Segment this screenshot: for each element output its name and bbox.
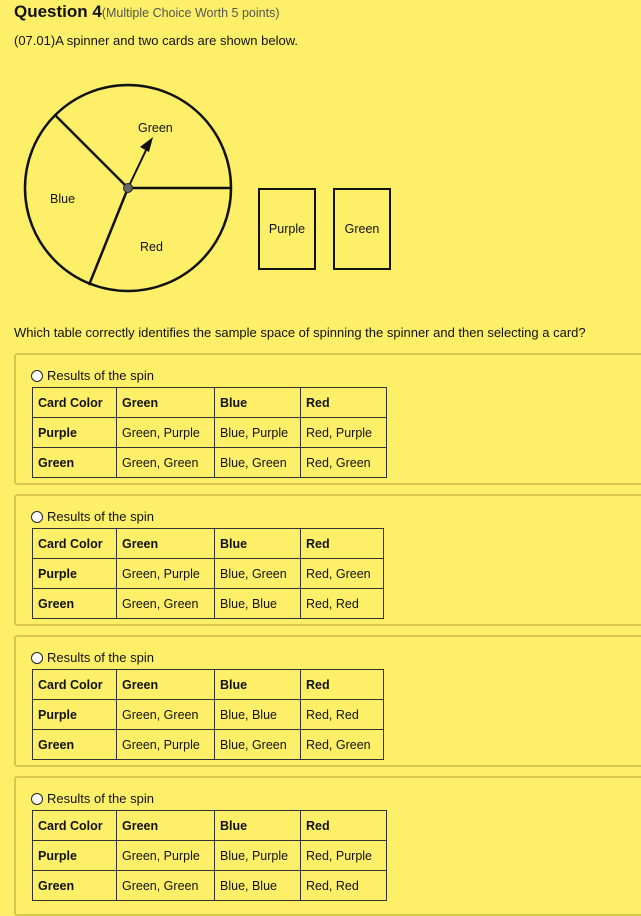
table-row <box>33 700 384 730</box>
question-text: Which table correctly identifies the sample space of spinning the spinner and then selecting a card? <box>14 325 586 340</box>
table-header-row <box>33 388 387 418</box>
answer-option-3[interactable] <box>14 635 641 767</box>
sample-space-table <box>32 387 387 478</box>
table-cell: Blue, Purple <box>215 418 301 448</box>
table-cell: Green <box>33 589 117 619</box>
sample-space-table <box>32 810 387 901</box>
spinner-diagram <box>0 80 260 300</box>
table-header-cell: Red <box>301 811 387 841</box>
table-header-cell: Blue <box>215 529 301 559</box>
answer-option-4[interactable] <box>14 776 641 916</box>
table-cell: Red, Green <box>301 448 387 478</box>
table-cell: Purple <box>33 559 117 589</box>
answer-option-1[interactable] <box>14 353 641 485</box>
table-header-cell: Blue <box>215 811 301 841</box>
radio-button[interactable] <box>31 370 43 382</box>
table-cell: Blue, Green <box>215 448 301 478</box>
table-cell: Red, Red <box>301 589 384 619</box>
spinner-divider <box>55 115 128 188</box>
table-cell: Green, Green <box>117 700 215 730</box>
table-header-cell: Card Color <box>33 529 117 559</box>
table-header-cell: Green <box>117 670 215 700</box>
option-label: Results of the spin <box>47 791 154 806</box>
table-header-cell: Blue <box>215 388 301 418</box>
table-cell: Blue, Blue <box>215 871 301 901</box>
spinner-arrowhead <box>140 137 153 152</box>
card-green: Green <box>333 188 391 270</box>
table-header-cell: Green <box>117 529 215 559</box>
table-row <box>33 871 387 901</box>
table-cell: Green, Purple <box>117 730 215 760</box>
radio-button[interactable] <box>31 652 43 664</box>
table-cell: Purple <box>33 700 117 730</box>
question-points: (Multiple Choice Worth 5 points) <box>101 6 280 20</box>
sample-space-table <box>32 669 384 760</box>
spinner-arrow <box>128 146 148 188</box>
option-header <box>31 368 154 383</box>
table-cell: Green, Green <box>117 589 215 619</box>
table-row <box>33 448 387 478</box>
option-header <box>31 509 154 524</box>
option-header <box>31 650 154 665</box>
table-row <box>33 841 387 871</box>
table-cell: Blue, Green <box>215 730 301 760</box>
table-cell: Green <box>33 871 117 901</box>
table-row <box>33 589 384 619</box>
table-header-row <box>33 670 384 700</box>
table-cell: Blue, Purple <box>215 841 301 871</box>
spinner-label-red: Red <box>140 240 163 254</box>
table-header-row <box>33 529 384 559</box>
option-header <box>31 791 154 806</box>
table-header-cell: Card Color <box>33 388 117 418</box>
option-label: Results of the spin <box>47 650 154 665</box>
table-cell: Purple <box>33 418 117 448</box>
table-cell: Green <box>33 448 117 478</box>
radio-button[interactable] <box>31 511 43 523</box>
table-header-cell: Green <box>117 811 215 841</box>
table-header-cell: Card Color <box>33 670 117 700</box>
sample-space-table <box>32 528 384 619</box>
table-row <box>33 730 384 760</box>
option-label: Results of the spin <box>47 368 154 383</box>
table-cell: Red, Red <box>301 700 384 730</box>
table-header-row <box>33 811 387 841</box>
table-cell: Blue, Green <box>215 559 301 589</box>
answer-option-2[interactable] <box>14 494 641 626</box>
table-header-cell: Blue <box>215 670 301 700</box>
table-cell: Red, Purple <box>301 841 387 871</box>
option-label: Results of the spin <box>47 509 154 524</box>
table-cell: Green, Green <box>117 871 215 901</box>
table-cell: Red, Red <box>301 871 387 901</box>
question-header <box>14 2 279 22</box>
table-row <box>33 559 384 589</box>
table-cell: Green, Purple <box>117 841 215 871</box>
table-header-cell: Red <box>301 388 387 418</box>
table-cell: Red, Green <box>301 730 384 760</box>
table-header-cell: Red <box>301 529 384 559</box>
question-prompt: (07.01)A spinner and two cards are shown below. <box>14 33 299 48</box>
spinner-label-blue: Blue <box>50 192 76 206</box>
table-cell: Green, Purple <box>117 418 215 448</box>
card-purple: Purple <box>258 188 316 270</box>
table-cell: Red, Purple <box>301 418 387 448</box>
table-cell: Red, Green <box>301 559 384 589</box>
table-cell: Blue, Blue <box>215 589 301 619</box>
table-cell: Purple <box>33 841 117 871</box>
table-header-cell: Card Color <box>33 811 117 841</box>
question-title: Question 4 <box>14 2 102 21</box>
spinner-label-green: Green <box>138 121 173 135</box>
spinner-divider <box>89 188 128 285</box>
table-cell: Green, Green <box>117 448 215 478</box>
table-cell: Green, Purple <box>117 559 215 589</box>
table-row <box>33 418 387 448</box>
radio-button[interactable] <box>31 793 43 805</box>
table-cell: Green <box>33 730 117 760</box>
table-header-cell: Red <box>301 670 384 700</box>
table-cell: Blue, Blue <box>215 700 301 730</box>
table-header-cell: Green <box>117 388 215 418</box>
spinner-pivot <box>124 184 133 193</box>
